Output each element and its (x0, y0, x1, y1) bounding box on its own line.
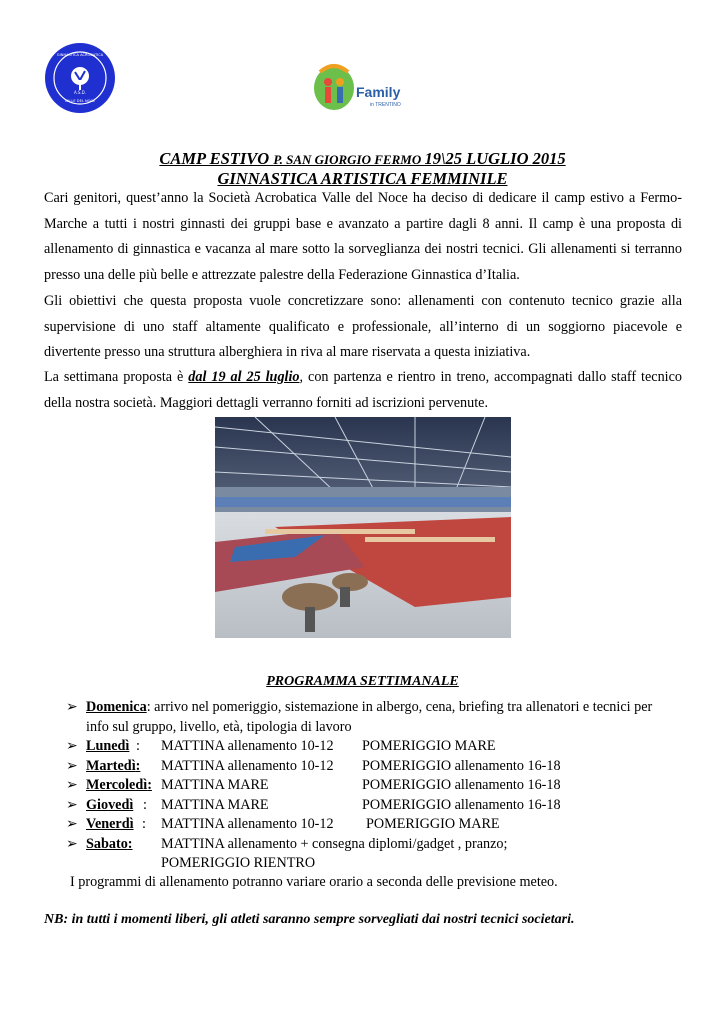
schedule-row-sabato-cont: POMERIGGIO RIENTRO (161, 855, 316, 871)
schedule-row-sabato: ➢ Sabato: MATTINA allenamento + consegna diplomi/gadget , pranzo; (66, 835, 706, 855)
objectives-paragraph: Gli obiettivi che questa proposta vuole concretizzare sono: allenamenti con contenuto tecnico grazie alla supervisione di uno staff altamente qualificato e professionale, all’interno di un soggiorno piacevole e divertente presso una struttura alberghiera in riva al mare riservata a questa iniziativa. (44, 293, 682, 360)
family-trentino-logo (312, 60, 412, 116)
day-lunedi: Lunedì (86, 738, 130, 754)
svg-text:VALLE DEL NOCE: VALLE DEL NOCE (64, 99, 96, 103)
arrow-bullet-icon: ➢ (66, 699, 78, 715)
weekly-schedule (66, 698, 706, 874)
svg-text:Family: Family (356, 84, 401, 100)
day-sabato: Sabato: (86, 835, 133, 852)
schedule-row-domenica-cont: info sul gruppo, livello, età, tipologia di lavoro (86, 718, 352, 735)
nb-note: NB: in tutti i momenti liberi, gli atleti saranno sempre sorvegliati dai nostri tecnici societari. (44, 912, 575, 927)
day-venerdi: Venerdì (86, 816, 134, 832)
club-logo (44, 42, 116, 114)
schedule-row-domenica: ➢ Domenica: arrivo nel pomeriggio, sistemazione in albergo, cena, briefing tra allenatori e tecnici per (66, 698, 706, 718)
arrow-bullet-icon: ➢ (66, 816, 78, 832)
arrow-bullet-icon: ➢ (66, 738, 78, 754)
svg-text:A.S.D.: A.S.D. (73, 90, 87, 95)
dates-paragraph: La settimana proposta è dal 19 al 25 luglio, con partenza e rientro in treno, accompagnati dallo staff tecnico della nostra società. Maggiori dettagli verranno forniti ad iscrizioni pervenute. (44, 369, 682, 411)
arrow-bullet-icon: ➢ (66, 835, 78, 852)
arrow-bullet-icon: ➢ (66, 796, 78, 813)
schedule-row-giovedi: ➢ Giovedì : MATTINA MARE POMERIGGIO allenamento 16-18 (66, 796, 706, 816)
svg-text:GINNASTICA ACROBATICA: GINNASTICA ACROBATICA (56, 53, 104, 57)
arrow-bullet-icon: ➢ (66, 757, 78, 774)
schedule-row-venerdi: ➢ Venerdì : MATTINA allenamento 10-12 POMERIGGIO MARE (66, 815, 706, 835)
schedule-row-lunedi: ➢ Lunedì : MATTINA allenamento 10-12 POMERIGGIO MARE (66, 737, 706, 757)
schedule-row-martedi: ➢ Martedì: MATTINA allenamento 10-12 POMERIGGIO allenamento 16-18 (66, 757, 706, 777)
camp-title: CAMP ESTIVO P. SAN GIORGIO FERMO 19\25 LUGLIO 2015 (159, 149, 566, 168)
day-giovedi: Giovedì (86, 796, 134, 813)
day-domenica: Domenica (86, 699, 147, 715)
arrow-bullet-icon: ➢ (66, 777, 78, 793)
programma-title: PROGRAMMA SETTIMANALE (266, 674, 459, 689)
day-mercoledi: Mercoledì: (86, 777, 152, 793)
gym-photo (215, 417, 511, 638)
dates-highlight: dal 19 al 25 luglio (188, 369, 300, 385)
weather-note: I programmi di allenamento potranno variare orario a seconda delle previsione meteo. (70, 874, 558, 890)
intro-paragraph: Cari genitori, quest’anno la Società Acrobatica Valle del Noce ha deciso di dedicare il camp estivo a Fermo-Marche a tutti i nostri ginnasti dei gruppi base e avanzato a partire dagli 8 anni. Il camp è una proposta di allenamento di ginnastica e vacanza al mare sotto la sorveglianza dei nostri tecnici. Gli allenamenti si terranno presso una delle più belle e attrezzate palestre della Federazione Ginnastica d’Italia. (44, 190, 682, 283)
camp-subtitle: GINNASTICA ARTISTICA FEMMINILE (217, 169, 508, 188)
day-martedi: Martedì: (86, 757, 141, 774)
svg-text:in TRENTINO: in TRENTINO (370, 102, 401, 108)
schedule-row-mercoledi: ➢ Mercoledì: MATTINA MARE POMERIGGIO allenamento 16-18 (66, 776, 706, 796)
